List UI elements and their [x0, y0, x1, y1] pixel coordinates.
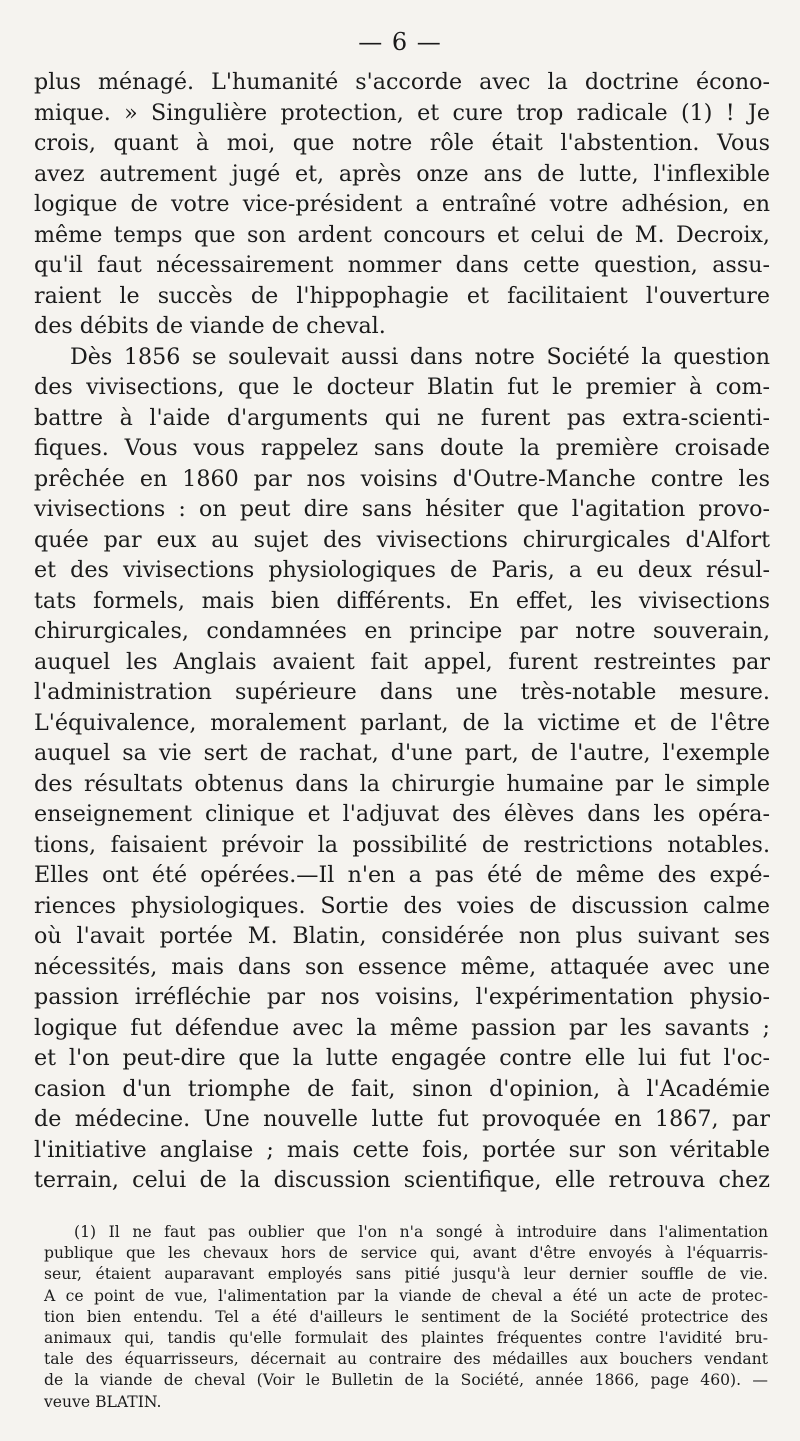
page-number: — 6 —	[358, 28, 442, 56]
footnote-line: animaux qui, tandis qu'elle formulait des plaintes fréquentes contre l'avidité bru-	[44, 1328, 768, 1347]
text-line: même temps que son ardent concours et celui de M. Decroix,	[34, 221, 770, 248]
text-line: casion d'un triomphe de fait, sinon d'opinion, à l'Académie	[34, 1075, 770, 1102]
text-line: plus ménagé. L'humanité s'accorde avec la doctrine écono-	[34, 69, 770, 95]
text-line: crois, quant à moi, que notre rôle était l'abstention. Vous	[34, 130, 770, 156]
footnote-line: de la viande de cheval (Voir le Bulletin de la Société, année 1866, page 460). —	[44, 1371, 768, 1390]
text-line: des résultats obtenus dans la chirurgie humaine par le simple	[34, 770, 770, 797]
text-line: battre à l'aide d'arguments qui ne furent pas extra-scienti-	[34, 404, 770, 431]
text-line: des vivisections, que le docteur Blatin fut le premier à com-	[34, 374, 770, 400]
text-line: et l'on peut-dire que la lutte engagée contre elle lui fut l'oc-	[34, 1045, 770, 1071]
text-line: nécessités, mais dans son essence même, attaquée avec une	[34, 953, 770, 980]
text-line: logique fut défendue avec la même passion par les savants ;	[34, 1014, 770, 1041]
text-line: avez autrement jugé et, après onze ans de lutte, l'inflexible	[34, 160, 770, 187]
text-line: tats formels, mais bien différents. En effet, les vivisections	[34, 587, 770, 614]
text-line: passion irréfléchie par nos voisins, l'expérimentation physio-	[34, 984, 770, 1010]
footnote-line: A ce point de vue, l'alimentation par la viande de cheval a été un acte de protec-	[44, 1286, 768, 1305]
text-line: auquel sa vie sert de rachat, d'une part, de l'autre, l'exemple	[34, 740, 770, 766]
text-line: de médecine. Une nouvelle lutte fut provoquée en 1867, par	[34, 1106, 770, 1132]
text-line: tions, faisaient prévoir la possibilité de restrictions notables.	[34, 831, 770, 858]
text-line: et des vivisections physiologiques de Paris, a eu deux résul-	[34, 557, 770, 583]
text-line: auquel les Anglais avaient fait appel, furent restreintes par	[34, 648, 770, 675]
text-line: où l'avait portée M. Blatin, considérée non plus suivant ses	[34, 923, 770, 949]
text-line: des débits de viande de cheval.	[34, 313, 386, 339]
text-line: vivisections : on peut dire sans hésiter que l'agitation provo-	[34, 496, 770, 522]
text-line: terrain, celui de la discussion scientifique, elle retrouva chez	[34, 1167, 770, 1193]
text-line: riences physiologiques. Sortie des voies de discussion calme	[34, 892, 770, 919]
text-line: l'initiative anglaise ; mais cette fois, portée sur son véritable	[34, 1136, 770, 1163]
footnote	[44, 1222, 768, 1413]
text-line: l'administration supérieure dans une très-notable mesure.	[34, 679, 770, 705]
text-line: quée par eux au sujet des vivisections chirurgicales d'Alfort	[34, 526, 770, 553]
text-line: logique de votre vice-président a entraîné votre adhésion, en	[34, 191, 770, 217]
footnote-line: seur, étaient auparavant employés sans pitié jusqu'à leur dernier souffle de vie.	[44, 1265, 768, 1284]
body-text	[34, 67, 770, 1196]
text-line: qu'il faut nécessairement nommer dans cette question, assu-	[34, 252, 770, 278]
text-line: prêchée en 1860 par nos voisins d'Outre-Manche contre les	[34, 465, 770, 492]
text-line: chirurgicales, condamnées en principe par notre souverain,	[34, 618, 770, 644]
footnote-line: publique que les chevaux hors de service qui, avant d'être envoyés à l'équarris-	[44, 1244, 768, 1263]
text-line: enseignement clinique et l'adjuvat des élèves dans les opéra-	[34, 801, 770, 827]
footnote-line: (1) Il ne faut pas oublier que l'on n'a songé à introduire dans l'alimentation	[74, 1223, 768, 1241]
footnote-line: tion bien entendu. Tel a été d'ailleurs le sentiment de la Société protectrice des	[44, 1307, 768, 1326]
text-line: Elles ont été opérées.—Il n'en a pas été de même des expé-	[34, 862, 770, 888]
text-line: fiques. Vous vous rappelez sans doute la première croisade	[34, 435, 770, 461]
text-line: mique. » Singulière protection, et cure trop radicale (1) ! Je	[34, 99, 770, 126]
text-line: raient le succès de l'hippophagie et facilitaient l'ouverture	[34, 282, 770, 309]
text-line: L'équivalence, moralement parlant, de la victime et de l'être	[34, 709, 770, 736]
text-line: Dès 1856 se soulevait aussi dans notre Société la question	[70, 343, 770, 370]
footnote-line: veuve BLATIN.	[44, 1392, 162, 1411]
footnote-line: tale des équarrisseurs, décernait au contraire des médailles aux bouchers vendant	[44, 1350, 768, 1369]
